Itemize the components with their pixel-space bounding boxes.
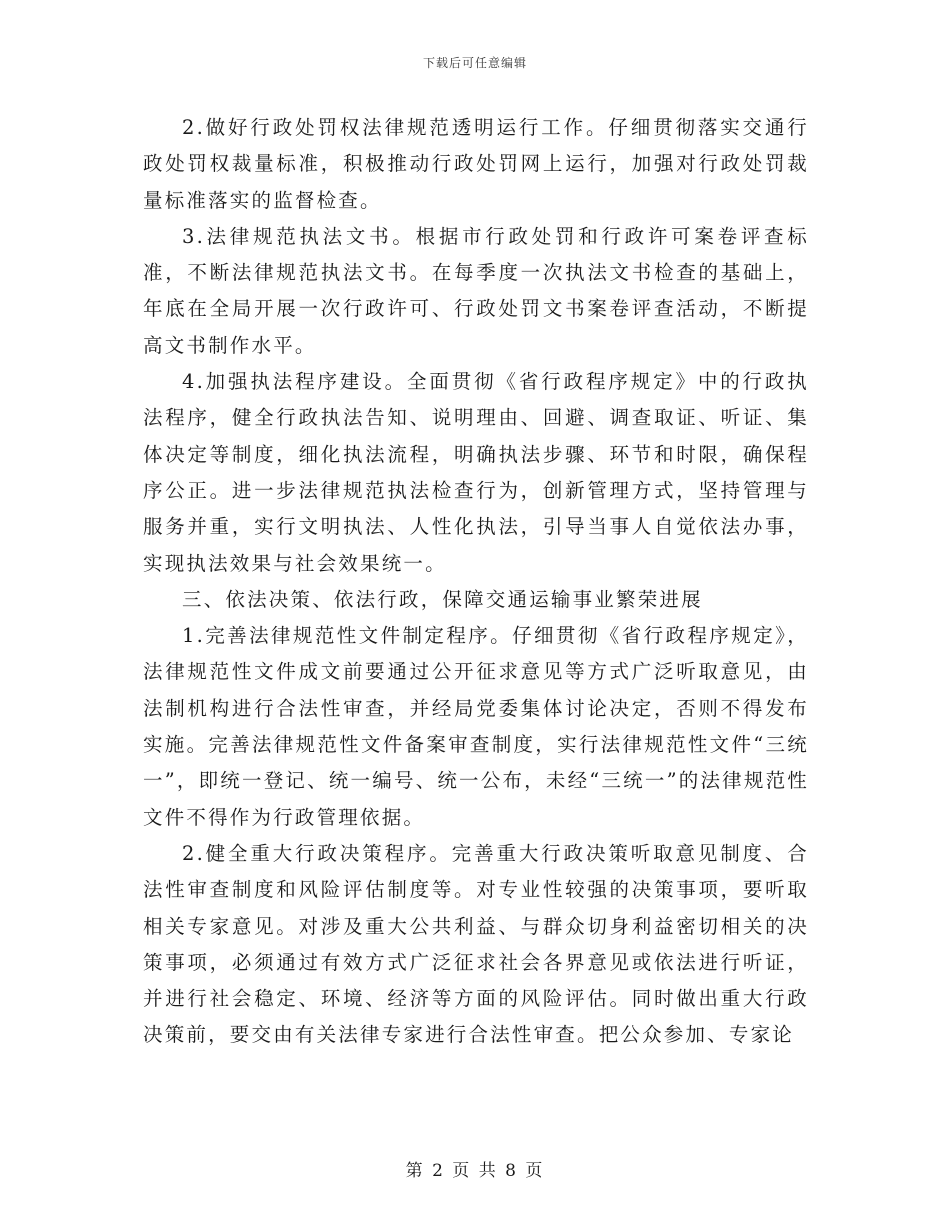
paragraph-item-2: 2.做好行政处罚权法律规范透明运行工作。仔细贯彻落实交通行政处罚权裁量标准，积极推动行政处罚网上运行，加强对行政处罚裁量标准落实的监督检查。 bbox=[143, 116, 809, 212]
paragraph-section3-item-2: 2.健全重大行政决策程序。完善重大行政决策听取意见制度、合法性审查制度和风险评估制度等。对专业性较强的决策事项，要听取相关专家意见。对涉及重大公共利益、与群众切身利益密切相关的决策事项，必须通过有效方式广泛征求社会各界意见或依法进行听证，并进行社会稳定、环境、经济等方面的风险评估。同时做出重大行政决策前，要交由有关法律专家进行合法性审查。把公众参加、专家论 bbox=[143, 841, 809, 1047]
section-heading-3: 三、依法决策、依法行政，保障交通运输事业繁荣进展 bbox=[182, 587, 703, 611]
paragraph-item-3: 3.法律规范执法文书。根据市行政处罚和行政许可案卷评查标准，不断法律规范执法文书。在每季度一次执法文书检查的基础上，年底在全局开展一次行政许可、行政处罚文书案卷评查活动，不断提高文书制作水平。 bbox=[143, 224, 809, 357]
document-body bbox=[143, 110, 809, 1054]
paragraph-section3-item-1: 1.完善法律规范性文件制定程序。仔细贯彻《省行政程序规定》，法律规范性文件成文前要通过公开征求意见等方式广泛听取意见，由法制机构进行合法性审查，并经局党委集体讨论决定，否则不得发布实施。完善法律规范性文件备案审查制度，实行法律规范性文件“三统一”，即统一登记、统一编号、统一公布，未经“三统一”的法律规范性文件不得作为行政管理依据。 bbox=[143, 624, 809, 829]
page-number-footer: 第 2 页 共 8 页 bbox=[405, 1161, 545, 1181]
paragraph-item-4: 4.加强执法程序建设。全面贯彻《省行政程序规定》中的行政执法程序，健全行政执法告知、说明理由、回避、调查取证、听证、集体决定等制度，细化执法流程，明确执法步骤、环节和时限，确保程序公正。进一步法律规范执法检查行为，创新管理方式，坚持管理与服务并重，实行文明执法、人性化执法，引导当事人自觉依法办事，实现执法效果与社会效果统一。 bbox=[143, 370, 809, 575]
page-header: 下载后可任意编辑 bbox=[422, 56, 527, 70]
